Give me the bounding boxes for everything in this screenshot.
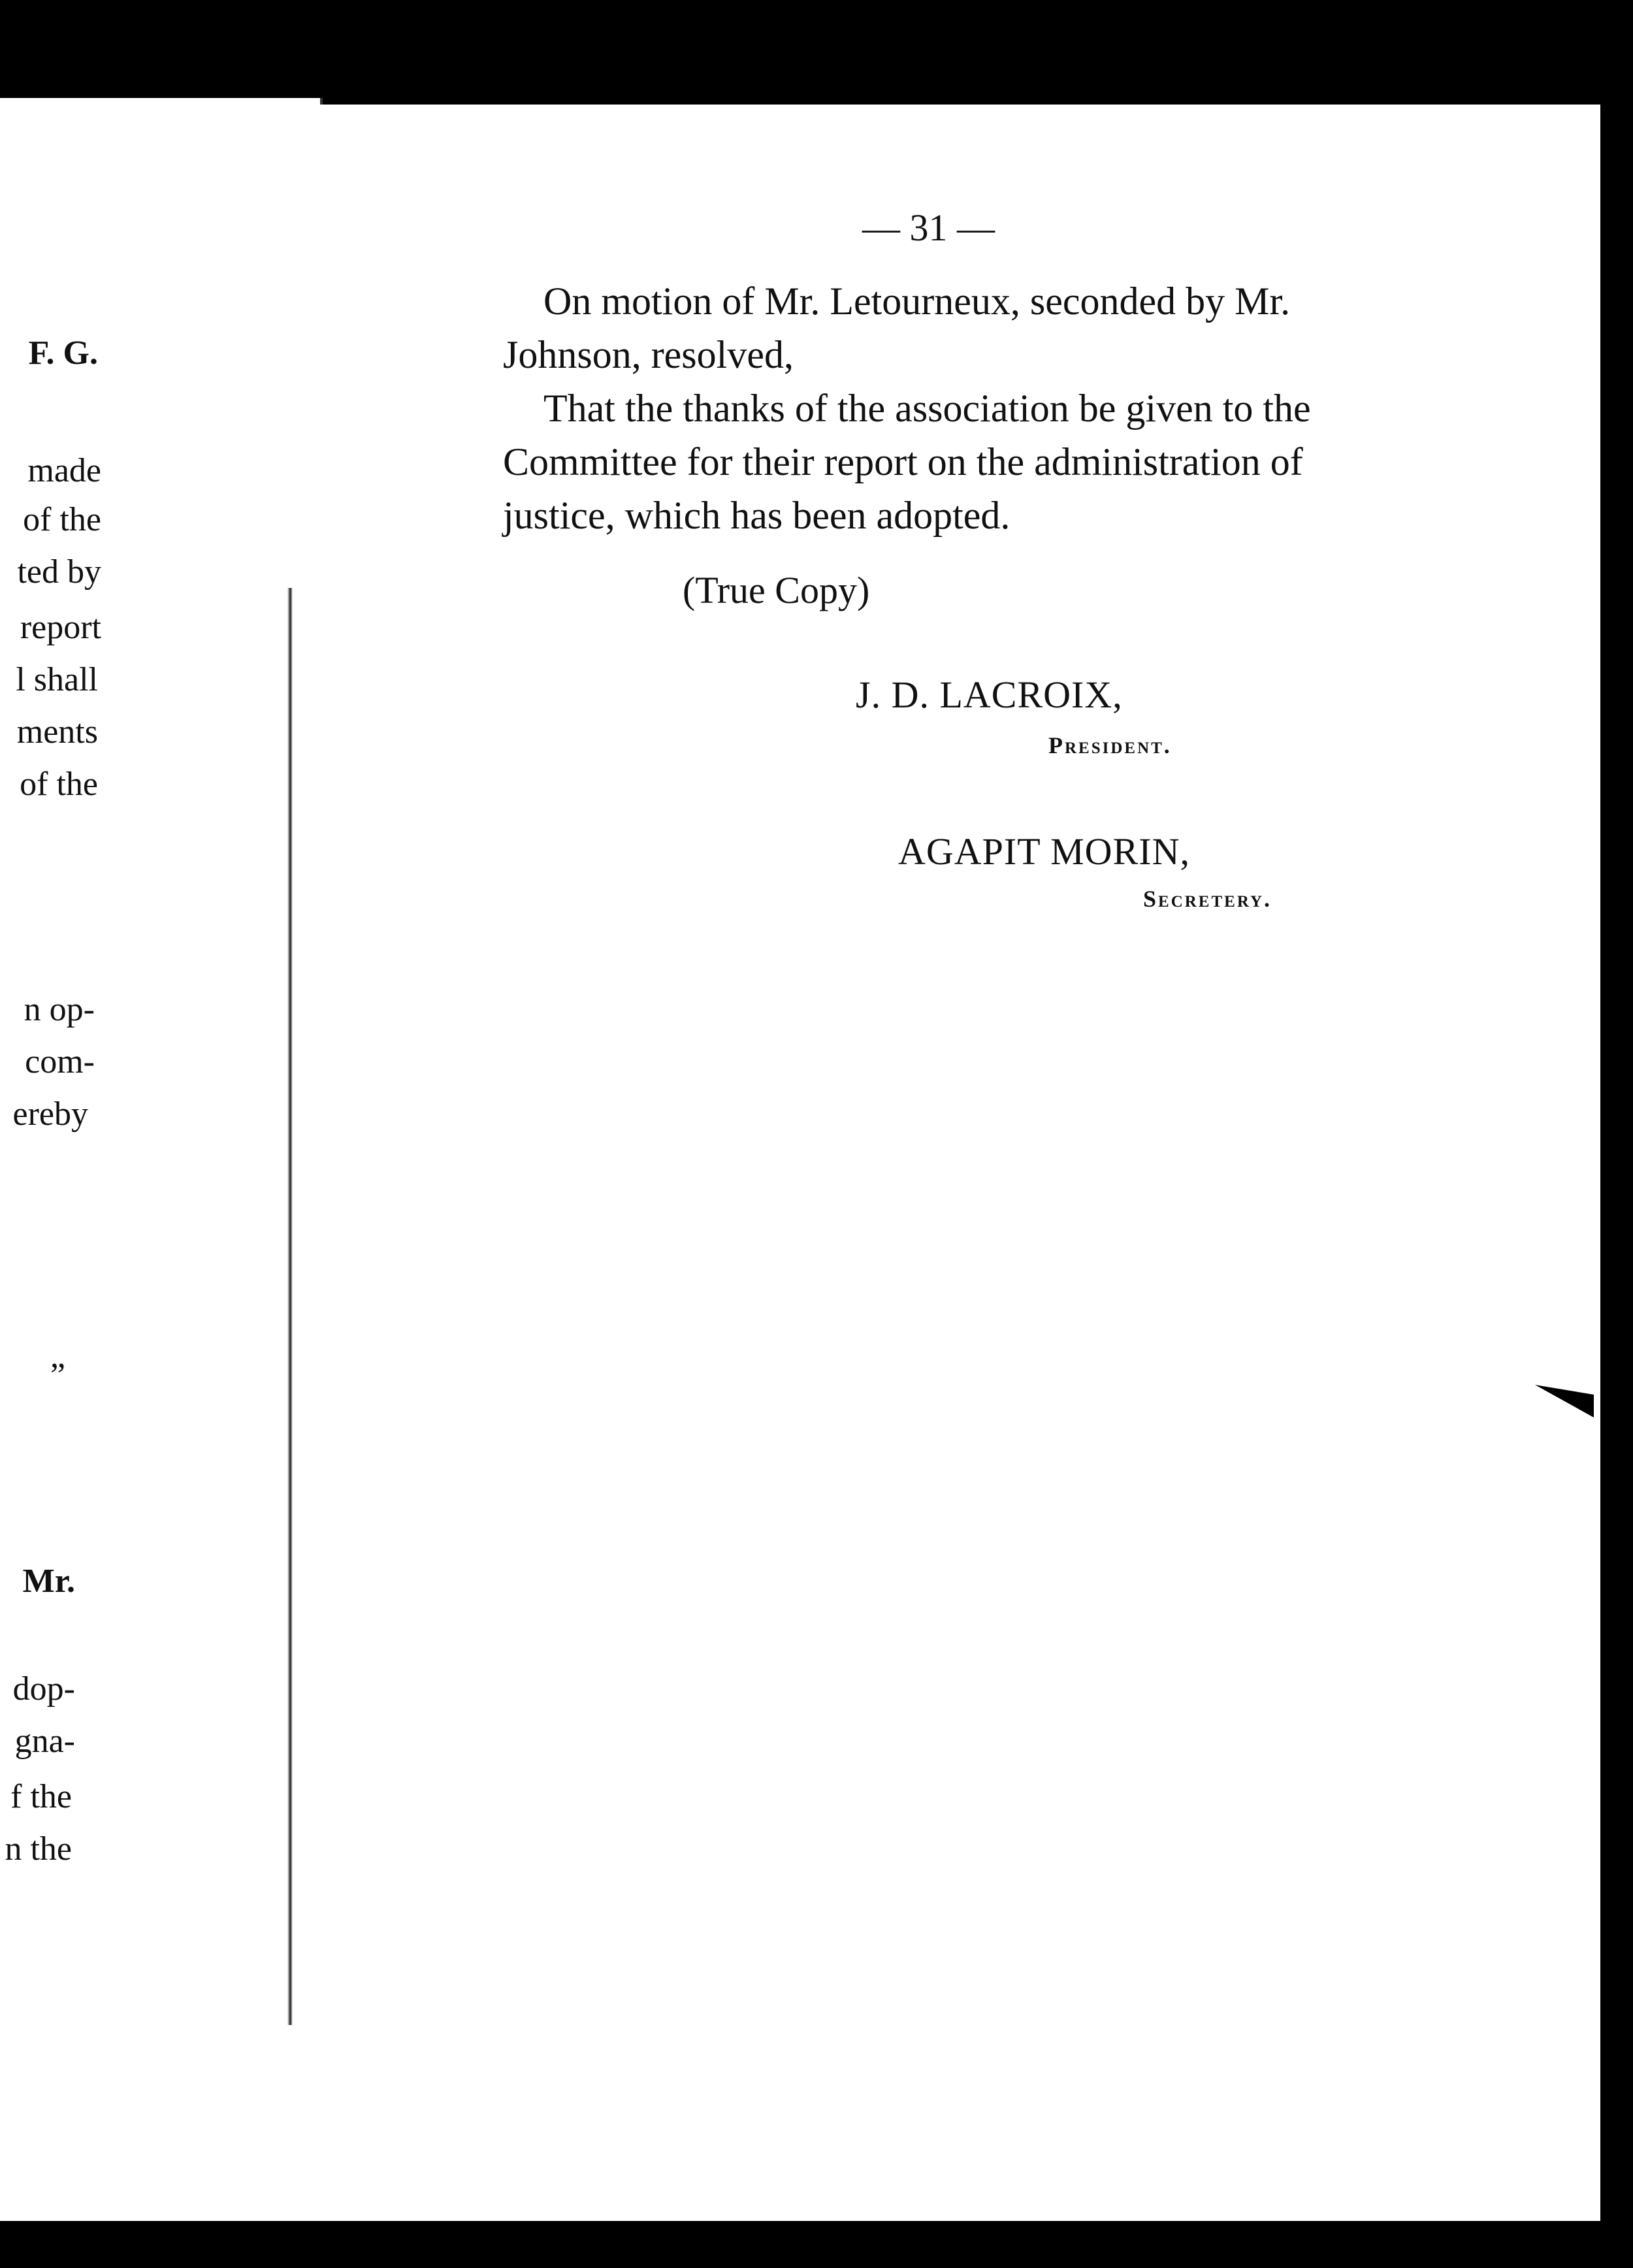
left-fragment: n op- xyxy=(24,991,95,1028)
left-fragment: of the xyxy=(20,766,98,803)
left-fragment: ereby xyxy=(12,1095,88,1133)
signatory-title: Secretery. xyxy=(1143,886,1272,912)
left-page xyxy=(0,98,323,2221)
left-fragment: Mr. xyxy=(22,1563,75,1600)
book-spine xyxy=(287,588,293,2025)
left-fragment: ted by xyxy=(17,553,101,591)
left-fragment: of the xyxy=(23,501,101,538)
left-fragment: made xyxy=(27,452,101,489)
paragraph-resolution xyxy=(503,381,1417,542)
paragraph-line: Johnson, resolved, xyxy=(503,333,794,376)
paragraph-line: That the thanks of the association be given to the xyxy=(543,387,1311,430)
signatory-title: President. xyxy=(1048,732,1172,758)
left-fragment: com- xyxy=(25,1043,95,1080)
signatory-name: AGAPIT MORIN, xyxy=(898,830,1190,873)
paragraph-line: justice, which has been adopted. xyxy=(503,494,1011,537)
signatory-name: J. D. LACROIX, xyxy=(856,673,1123,716)
paragraph-line: Committee for their report on the administration of xyxy=(503,440,1303,483)
paragraph-motion xyxy=(503,274,1417,381)
left-fragment: f the xyxy=(10,1778,72,1815)
left-fragment: ” xyxy=(50,1357,65,1394)
left-fragment: l shall xyxy=(16,661,98,698)
true-copy-label: (True Copy) xyxy=(683,569,870,611)
left-fragment: F. G. xyxy=(28,334,98,372)
left-fragment: gna- xyxy=(14,1723,75,1760)
left-fragment: ments xyxy=(16,713,98,751)
page-number: — 31 — xyxy=(862,206,995,249)
left-fragment: dop- xyxy=(12,1670,75,1708)
left-fragment: report xyxy=(20,609,101,646)
left-fragment: n the xyxy=(5,1830,72,1868)
paragraph-line: On motion of Mr. Letourneux, seconded by Mr. xyxy=(543,280,1291,323)
